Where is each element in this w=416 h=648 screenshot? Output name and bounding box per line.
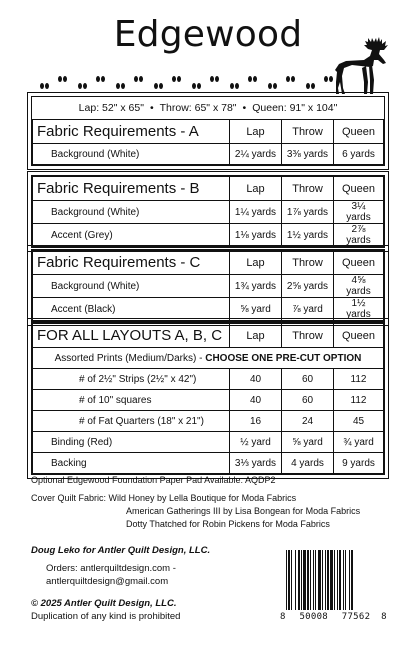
- fabric-c-table: [32, 250, 384, 321]
- designer-credit: Doug Leko for Antler Quilt Design, LLC.: [31, 545, 211, 556]
- paper-pad-note: Optional Edgewood Foundation Paper Pad Available: AQDP2: [31, 475, 276, 485]
- lap-value: 40: [230, 369, 282, 390]
- barcode-bar: [310, 550, 311, 610]
- barcode-bar: [315, 550, 316, 610]
- row-label: # of Fat Quarters (18" x 21"): [33, 411, 230, 432]
- fabric-c-title: Fabric Requirements - C: [33, 251, 230, 275]
- barcode-numbers: [280, 612, 396, 622]
- fabric-b-box: [27, 171, 389, 252]
- barcode-bar: [322, 550, 323, 610]
- lap-value: 3⅓ yards: [230, 453, 282, 474]
- assorted-prints-row: [33, 348, 384, 369]
- barcode-bar: [318, 550, 321, 610]
- table-row: [33, 275, 384, 298]
- pattern-title: Edgewood: [113, 14, 303, 55]
- col-lap: Lap: [230, 324, 282, 348]
- barcode-bar: [330, 550, 333, 610]
- row-label: # of 10" squares: [33, 390, 230, 411]
- col-throw: Throw: [282, 120, 334, 144]
- barcode-left-digits: 50008: [299, 612, 329, 622]
- col-throw: Throw: [282, 324, 334, 348]
- lap-value: ⅝ yard: [230, 298, 282, 321]
- quilt-sizes-line: [32, 97, 384, 119]
- orders-website: Orders: antlerquiltdesign.com -: [46, 563, 176, 574]
- assorted-prints-label: [33, 348, 384, 369]
- barcode-bar: [343, 550, 344, 610]
- queen-value: 1½ yards: [334, 298, 384, 321]
- fabric-b-table: [32, 176, 384, 247]
- size-throw: Throw: 65" x 78": [159, 102, 237, 114]
- lap-value: ½ yard: [230, 432, 282, 453]
- queen-value: 3¼ yards: [334, 201, 384, 224]
- size-queen: Queen: 91" x 104": [252, 102, 338, 114]
- row-label: Backing: [33, 453, 230, 474]
- all-layouts-table: [32, 323, 384, 474]
- barcode-bar: [303, 550, 306, 610]
- table-row: [33, 432, 384, 453]
- lap-value: 40: [230, 390, 282, 411]
- table-row: [33, 201, 384, 224]
- size-lap: Lap: 52" x 65": [78, 102, 144, 114]
- col-lap: Lap: [230, 177, 282, 201]
- all-layouts-box: [27, 318, 389, 479]
- barcode-bar: [291, 550, 292, 610]
- col-queen: Queen: [334, 177, 384, 201]
- barcode-bar: [345, 550, 346, 610]
- queen-value: 112: [334, 369, 384, 390]
- row-label: Background (White): [33, 275, 230, 298]
- barcode-bar: [337, 550, 338, 610]
- copyright-notice: © 2025 Antler Quilt Design, LLC.: [31, 598, 177, 609]
- size-separator: •: [149, 102, 154, 114]
- queen-value: 2⅞ yards: [334, 224, 384, 247]
- fabric-a-title: Fabric Requirements - A: [33, 120, 230, 144]
- queen-value: 9 yards: [334, 453, 384, 474]
- throw-value: 24: [282, 411, 334, 432]
- barcode-right-digits: 77562: [341, 612, 371, 622]
- table-row: [33, 224, 384, 247]
- col-queen: Queen: [334, 120, 384, 144]
- table-row: [33, 453, 384, 474]
- fabric-b-title: Fabric Requirements - B: [33, 177, 230, 201]
- table-row: [33, 369, 384, 390]
- lap-value: 1¼ yards: [230, 201, 282, 224]
- throw-value: 2⅝ yards: [282, 275, 334, 298]
- queen-value: ¾ yard: [334, 432, 384, 453]
- col-lap: Lap: [230, 120, 282, 144]
- queen-value: 4⅝ yards: [334, 275, 384, 298]
- barcode-tail-digit: 8: [381, 612, 387, 622]
- barcode-graphic: [284, 550, 392, 614]
- col-lap: Lap: [230, 251, 282, 275]
- size-separator: •: [242, 102, 247, 114]
- barcode-bar: [301, 550, 302, 610]
- lap-value: 2¼ yards: [230, 144, 282, 165]
- barcode-bar: [325, 550, 326, 610]
- col-throw: Throw: [282, 251, 334, 275]
- lap-value: 1⅛ yards: [230, 224, 282, 247]
- quilt-sizes-box: [27, 92, 389, 170]
- throw-value: 60: [282, 390, 334, 411]
- all-layouts-title: FOR ALL LAYOUTS A, B, C: [33, 324, 230, 348]
- barcode-bar: [295, 550, 296, 610]
- fabric-c-box: [27, 245, 389, 326]
- cover-fabric-line-3: Dotty Thatched for Robin Pickens for Moda Fabrics: [126, 519, 330, 529]
- pre-cut-option-note: CHOOSE ONE PRE-CUT OPTION: [205, 352, 362, 364]
- throw-value: 1½ yards: [282, 224, 334, 247]
- barcode-bar: [351, 550, 353, 610]
- row-label: Background (White): [33, 201, 230, 224]
- barcode-bar: [334, 550, 335, 610]
- row-label: Binding (Red): [33, 432, 230, 453]
- row-label: Background (White): [33, 144, 230, 165]
- duplication-notice: Duplication of any kind is prohibited: [31, 611, 181, 622]
- throw-value: ⅞ yard: [282, 298, 334, 321]
- cover-fabric-line-2: American Gatherings III by Lisa Bongean for Moda Fabrics: [126, 506, 361, 516]
- queen-value: 112: [334, 390, 384, 411]
- row-label: Accent (Grey): [33, 224, 230, 247]
- cover-fabric-line-1: Cover Quilt Fabric: Wild Honey by Lella Boutique for Moda Fabrics: [31, 493, 297, 503]
- table-row: [33, 390, 384, 411]
- barcode-bar: [288, 550, 290, 610]
- row-label: # of 2½" Strips (2½" x 42"): [33, 369, 230, 390]
- table-row: [33, 411, 384, 432]
- hoofprint-trail-icon: [34, 72, 334, 92]
- queen-value: 6 yards: [334, 144, 384, 165]
- row-label: Accent (Black): [33, 298, 230, 321]
- lap-value: 16: [230, 411, 282, 432]
- barcode-bar: [298, 550, 300, 610]
- barcode-bar: [339, 550, 341, 610]
- col-queen: Queen: [334, 324, 384, 348]
- assorted-prints-text: Assorted Prints (Medium/Darks) -: [54, 352, 206, 364]
- table-row: [33, 144, 384, 165]
- orders-email: antlerquiltdesign@gmail.com: [46, 576, 169, 587]
- barcode-lead-digit: 8: [280, 612, 286, 622]
- barcode-bar: [349, 550, 350, 610]
- barcode-bar: [307, 550, 309, 610]
- throw-value: ⅝ yard: [282, 432, 334, 453]
- fabric-a-table: [32, 119, 384, 165]
- throw-value: 60: [282, 369, 334, 390]
- barcode-bar: [327, 550, 329, 610]
- moose-logo-icon: [330, 36, 392, 98]
- throw-value: 4 yards: [282, 453, 334, 474]
- col-throw: Throw: [282, 177, 334, 201]
- col-queen: Queen: [334, 251, 384, 275]
- throw-value: 3⅜ yards: [282, 144, 334, 165]
- barcode-bar: [286, 550, 287, 610]
- queen-value: 45: [334, 411, 384, 432]
- barcode-bar: [313, 550, 314, 610]
- lap-value: 1¾ yards: [230, 275, 282, 298]
- throw-value: 1⅞ yards: [282, 201, 334, 224]
